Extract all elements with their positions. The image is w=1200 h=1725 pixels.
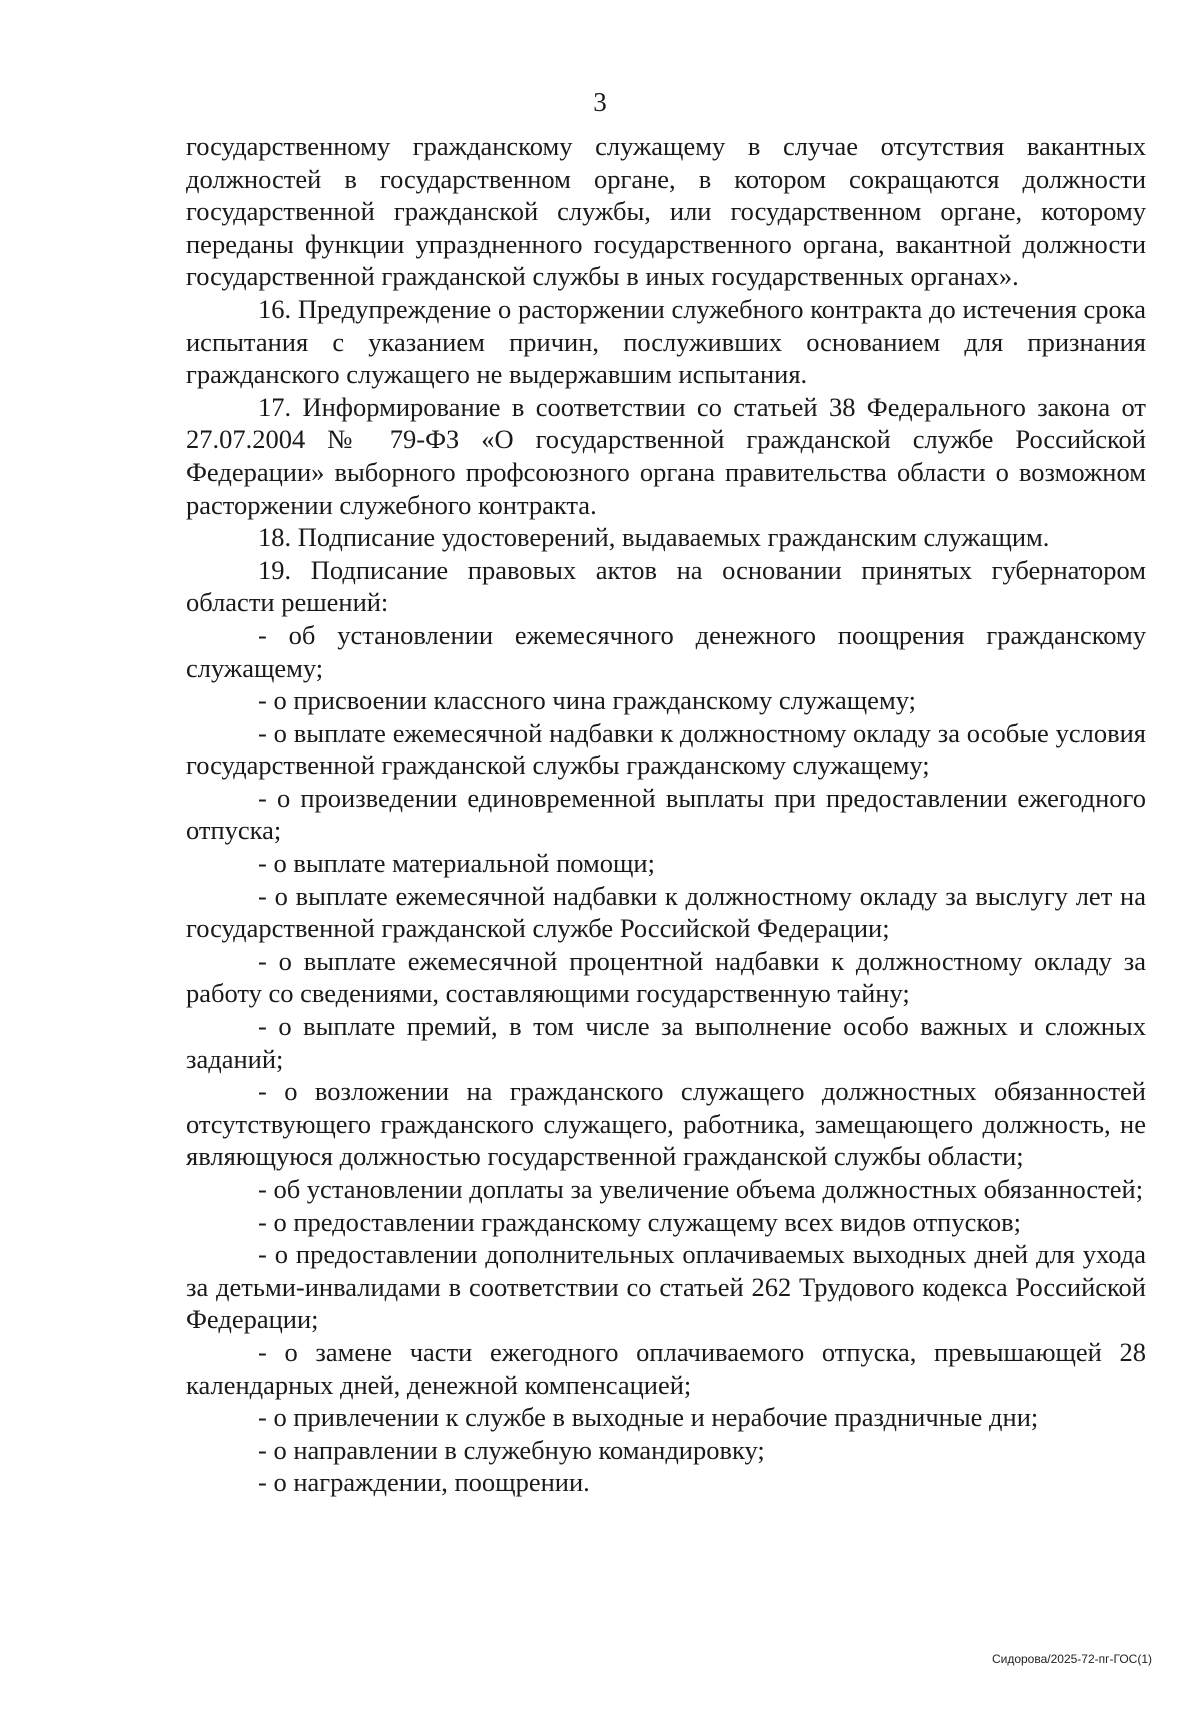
paragraph-item-19: 19. Подписание правовых актов на основании принятых губернатором области решений: [186,554,1146,618]
list-item: - о возложении на гражданского служащего должностных обязанностей отсутствующего гражданского служащего, работника, замещающего должность, не являющуюся должностью государственной гражданской службы области; [186,1076,1146,1172]
list-item: - о замене части ежегодного оплачиваемого отпуска, превышающей 28 календарных дней, денежной компенсацией; [186,1336,1146,1400]
list-item: - о направлении в служебную командировку; [258,1434,765,1465]
list-item: - о награждении, поощрении. [258,1467,590,1498]
paragraph-item-16: 16. Предупреждение о расторжении служебного контракта до истечения срока испытания с указанием причин, послуживших основанием для признания гражданского служащего не выдержавшим испытания. [186,293,1146,390]
list-item: - о выплате премий, в том числе за выполнение особо важных и сложных заданий; [186,1011,1146,1074]
list-item: - о привлечении к службе в выходные и нерабочие праздничные дни; [258,1402,1039,1433]
paragraph-item-17: 17. Информирование в соответствии со статьей 38 Федерального закона от 27.07.2004 № 79-ФЗ «О государственной гражданской службе Российской Федерации» выборного профсоюзного органа правительства области о возможном расторжении служебного контракта. [186,391,1146,520]
paragraph-continuation: государственному гражданскому служащему в случае отсутствия вакантных должностей в государственном органе, в котором сокращаются должности государственной гражданской службы, или государственном органе, которому переданы функции упраздненного государственного органа, вакантной должности государственной гражданской службы в иных государственных органах». [186,131,1146,292]
list-item: - о произведении единовременной выплаты при предоставлении ежегодного отпуска; [186,782,1146,846]
list-item: - о предоставлении гражданскому служащему всех видов отпусков; [258,1206,1022,1237]
list-item: - о выплате ежемесячной надбавки к должностному окладу за особые условия государственной гражданской службы гражданскому служащему; [186,717,1146,781]
list-item: - о выплате ежемесячной процентной надбавки к должностному окладу за работу со сведениями, составляющими государственную тайну; [186,945,1146,1009]
list-item: - о присвоении классного чина гражданскому служащему; [258,685,916,716]
list-item: - об установлении доплаты за увеличение объема должностных обязанностей; [258,1174,1144,1204]
paragraph-item-18: 18. Подписание удостоверений, выдаваемых гражданским служащим. [258,522,1050,553]
list-item: - о выплате ежемесячной надбавки к должностному окладу за выслугу лет на государственной гражданской службе Российской Федерации; [186,880,1146,944]
page-number: 3 [593,87,607,117]
list-item: - о выплате материальной помощи; [258,848,655,879]
list-item: - об установлении ежемесячного денежного поощрения гражданскому служащему; [186,619,1146,683]
document-body [186,130,1146,1499]
footer-reference: Сидорова/2025-72-пг-ГОС(1) [991,1652,1152,1666]
list-item: - о предоставлении дополнительных оплачиваемых выходных дней для ухода за детьми-инвалидами в соответствии со статьей 262 Трудового кодекса Российской Федерации; [186,1239,1146,1335]
